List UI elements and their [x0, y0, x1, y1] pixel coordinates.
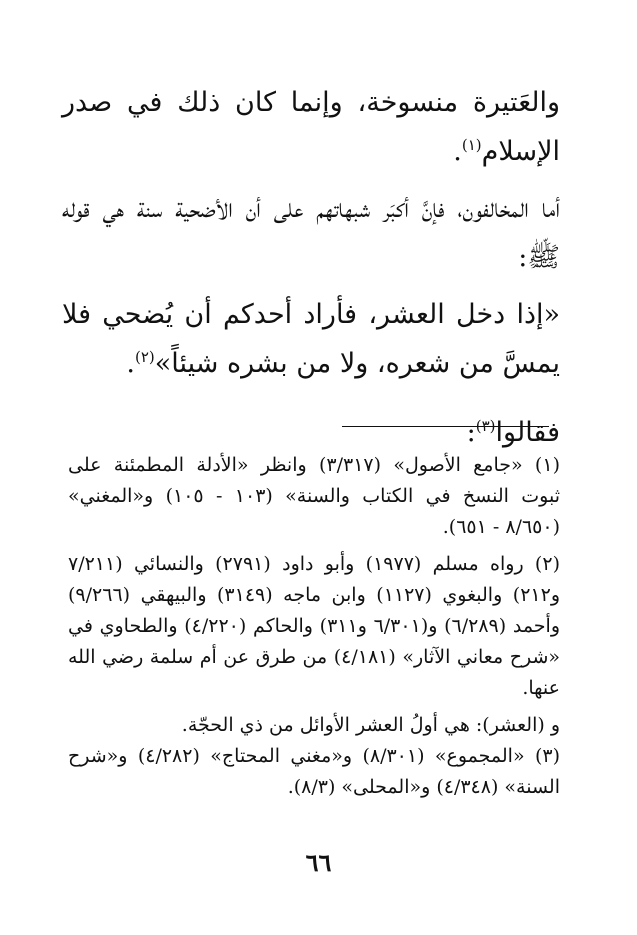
footnote-ref-1: (١)	[461, 136, 482, 154]
hadith-quote: «إذا دخل العشر، فأراد أحدكم أن يُضحي فلا يمسَّ من شعره، ولا من بشره شيئاً»	[62, 299, 560, 379]
paragraph-4-text: فقالوا	[495, 417, 560, 448]
footnote-separator	[342, 426, 549, 427]
paragraph-1-end: .	[453, 136, 462, 167]
footnote-ref-2: (٢)	[134, 348, 155, 366]
main-text	[62, 78, 560, 457]
paragraph-1-text: والعَتيرة منسوخة، وإنما كان ذلك في صدر الإسلام	[62, 87, 560, 167]
footnote-2: (٢) رواه مسلم (١٩٧٧) وأبو داود (٢٧٩١) والنسائي (٧/٢١١ و٢١٢) والبغوي (١١٢٧) وابن ماجه (٣١٤٩) والبيهقي (٩/٢٦٦) وأحمد (٦/٢٨٩) و(٦/٣٠١ و٣١١) والحاكم (٤/٢٢٠) والطحاوي في «شرح معاني الآثار» (٤/١٨١) من طرق عن أم سلمة رضي الله عنها.	[68, 553, 561, 699]
paragraph-2: أما المخالفون، فإنَّ أكبَر شبهاتهم على أن الأضحية سنة هي قوله ﷺ:	[62, 193, 560, 273]
paragraph-3-end: .	[126, 348, 135, 379]
footnote-2-note: و (العشر): هي أولُ العشر الأوائل من ذي الحجّة.	[181, 714, 560, 736]
page-number: ٦٦	[305, 848, 332, 877]
footnote-3: (٣) «المجموع» (٨/٣٠١) و«مغني المحتاج» (٤/٢٨٢) و«شرح السنة» (٤/٣٤٨) و«المحلى» (٨/٣).	[68, 745, 560, 798]
paragraph-4-end: :	[466, 417, 476, 448]
footnote-1: (١) «جامع الأصول» (٣/٣١٧) وانظر «الأدلة المطمئنة على ثبوت النسخ في الكتاب والسنة» (١٠٣ - ١٠٥) و«المغني» (٨/٦٥٠ - ٦٥١).	[68, 454, 561, 538]
footnotes	[68, 450, 560, 803]
footnote-ref-3: (٣)	[475, 417, 496, 435]
paragraph-3	[62, 290, 560, 388]
paragraph-1	[62, 78, 560, 176]
